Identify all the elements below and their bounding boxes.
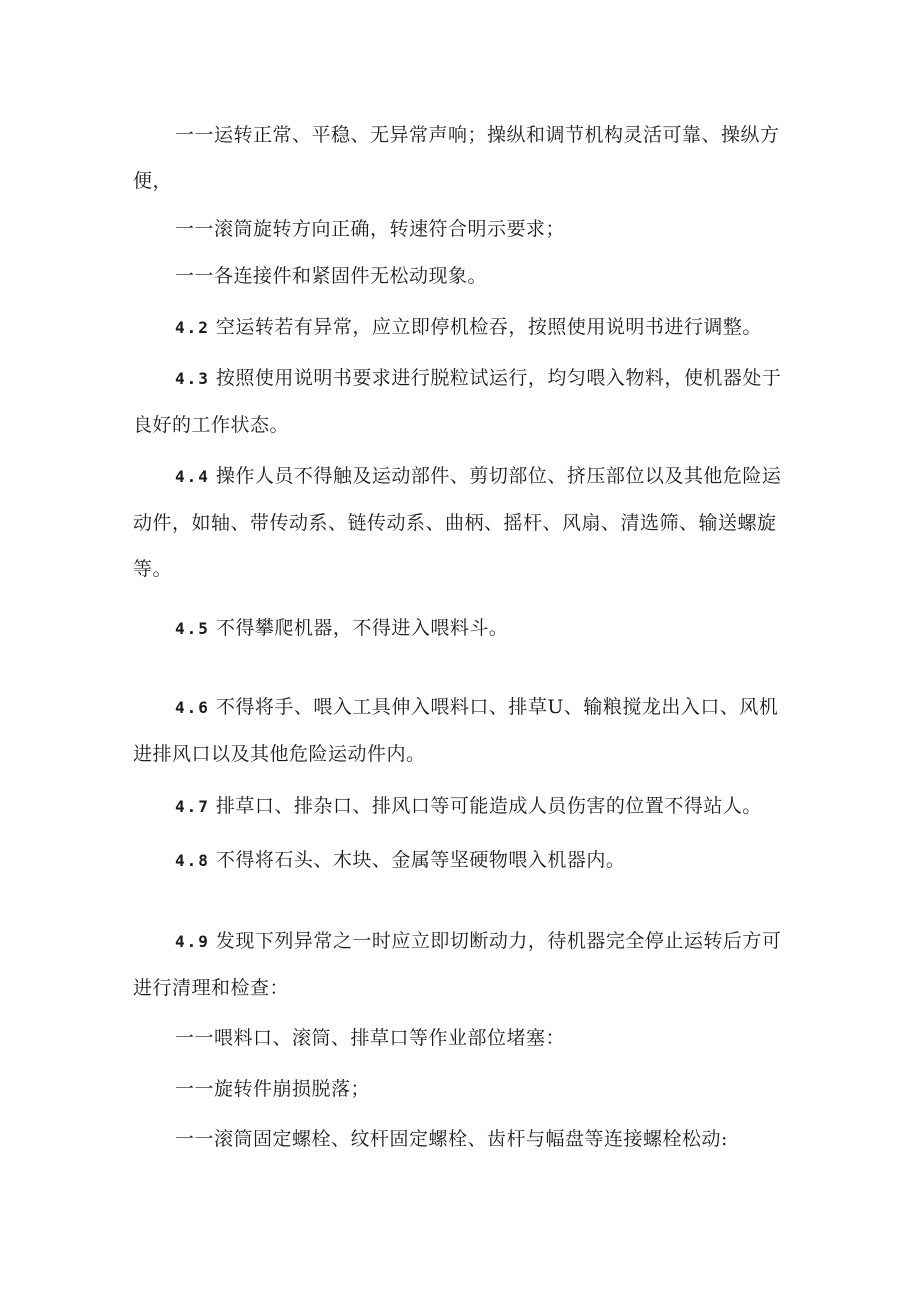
paragraph-item-2 — [133, 206, 793, 252]
paragraph-text: 发现下列异常之一时应立即切断动力，待机器完全停止运转后方可进行清理和检查： — [133, 930, 782, 999]
clause-4-2 — [133, 304, 793, 351]
clause-number: 4.9 — [175, 932, 210, 951]
paragraph-text: 按照使用说明书要求进行脱粒试运行，均匀喂入物料，使机器处于良好的工作状态。 — [133, 367, 782, 436]
paragraph-text: 一一运转正常、平稳、无异常声响；操纵和调节机构灵活可靠、操纵方便， — [133, 124, 780, 192]
clause-4-7 — [133, 783, 793, 830]
clause-number: 4.8 — [175, 851, 210, 870]
clause-number: 4.2 — [175, 318, 210, 337]
paragraph-item-3 — [133, 253, 793, 299]
paragraph-item-13 — [133, 1066, 793, 1112]
paragraph-text: 排草口、排杂口、排风口等可能造成人员伤害的位置不得站人。 — [215, 795, 762, 817]
paragraph-text: 空运转若有异常，应立即停机检吞，按照使用说明书进行调整。 — [215, 316, 762, 338]
paragraph-text: 操作人员不得触及运动部件、剪切部位、挤压部位以及其他危险运动件，如轴、带传动系、链传动系、曲柄、摇杆、风扇、清选筛、输送螺旋等。 — [133, 465, 782, 580]
clause-number: 4.3 — [175, 369, 210, 388]
clause-4-6 — [133, 684, 793, 777]
paragraph-text: 一一喂料口、滚筒、排草口等作业部位堵塞： — [175, 1027, 566, 1049]
clause-4-8 — [133, 837, 793, 884]
clause-number: 4.5 — [175, 619, 210, 638]
clause-number: 4.6 — [175, 698, 210, 717]
paragraph-text: 一一各连接件和紧固件无松动现象。 — [175, 265, 488, 287]
clause-number: 4.4 — [175, 467, 210, 486]
paragraph-text: 一一滚筒旋转方向正确，转速符合明示要求； — [175, 218, 566, 240]
paragraph-item-14 — [133, 1116, 793, 1162]
clause-4-9 — [133, 918, 793, 1011]
clause-4-4 — [133, 453, 793, 592]
paragraph-text: 不得将手、喂入工具伸入喂料口、排草U、输粮搅龙出入口、风机进排风口以及其他危险运动件内。 — [133, 696, 779, 765]
clause-number: 4.7 — [175, 797, 210, 816]
paragraph-text: 一一旋转件崩损脱落； — [175, 1078, 371, 1100]
paragraph-text: 不得攀爬机器，不得进入喂料斗。 — [215, 617, 509, 639]
paragraph-item-1 — [133, 112, 793, 204]
paragraph-item-12 — [133, 1015, 793, 1061]
paragraph-text: 不得将石头、木块、金属等坚硬物喂入机器内。 — [215, 849, 626, 871]
clause-4-5 — [133, 605, 793, 652]
paragraph-text: 一一滚筒固定螺栓、纹杆固定螺栓、齿杆与幅盘等连接螺栓松动: — [175, 1128, 728, 1150]
clause-4-3 — [133, 355, 793, 448]
